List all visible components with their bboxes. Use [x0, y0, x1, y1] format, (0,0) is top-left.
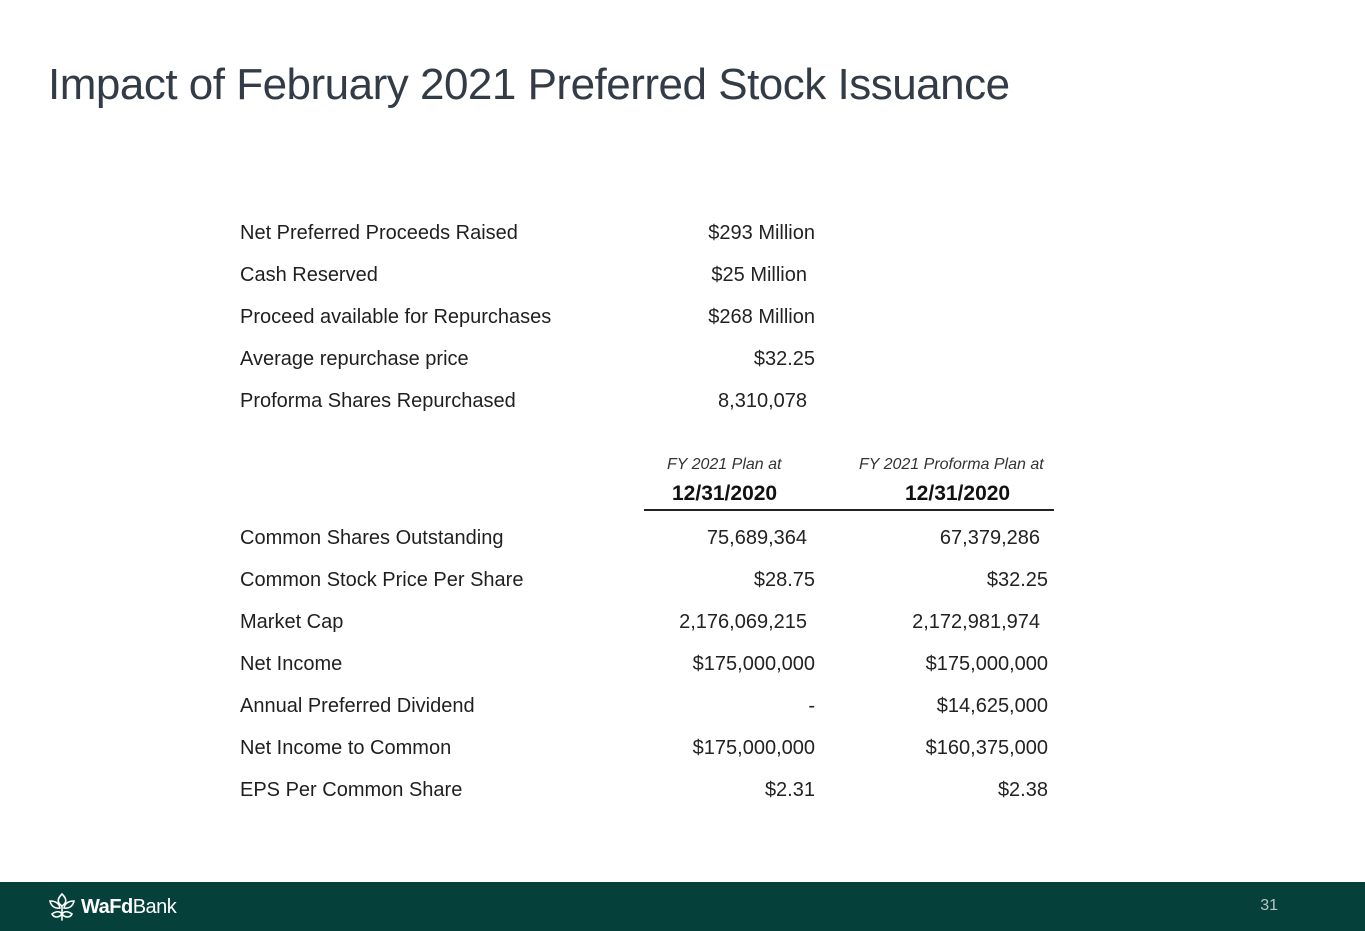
footer-bar	[0, 882, 1365, 931]
proforma-value: $160,375,000	[925, 737, 1048, 759]
table-row	[0, 775, 1365, 805]
column-heading-proforma: FY 2021 Proforma Plan at	[859, 456, 1044, 473]
proforma-value: $32.25	[986, 569, 1048, 591]
summary-row	[0, 218, 1365, 248]
summary-value: $293 Million	[708, 222, 815, 244]
page-title: Impact of February 2021 Preferred Stock Issuance	[48, 60, 1010, 109]
summary-label: Proceed available for Repurchases	[240, 306, 552, 328]
page-number: 31	[1260, 897, 1278, 914]
summary-row	[0, 386, 1365, 416]
row-label: Market Cap	[240, 611, 344, 633]
proforma-value: $175,000,000	[925, 653, 1048, 675]
summary-label: Average repurchase price	[240, 348, 469, 370]
row-label: Annual Preferred Dividend	[240, 695, 475, 717]
table-row	[0, 649, 1365, 679]
table-row	[0, 523, 1365, 553]
plan-value: $28.75	[753, 569, 815, 591]
summary-value: $32.25	[753, 348, 815, 370]
logo-wordmark	[81, 896, 176, 919]
wafd-leaf-icon	[46, 892, 78, 922]
plan-value: 75,689,364	[706, 527, 807, 549]
proforma-value: 2,172,981,974	[912, 611, 1040, 633]
row-label: Common Shares Outstanding	[240, 527, 504, 549]
header-underline	[644, 509, 1054, 511]
plan-value: $175,000,000	[692, 737, 815, 759]
summary-label: Proforma Shares Repurchased	[240, 390, 516, 412]
proforma-value: $2.38	[997, 779, 1048, 801]
table-row	[0, 691, 1365, 721]
summary-value: $25 Million	[711, 264, 807, 286]
plan-value: $2.31	[764, 779, 815, 801]
logo-wordmark-regular: Bank	[132, 895, 177, 918]
column-date-proforma: 12/31/2020	[905, 482, 1011, 505]
plan-value: -	[808, 695, 815, 717]
table-row	[0, 733, 1365, 763]
summary-row	[0, 302, 1365, 332]
wafd-logo	[46, 892, 176, 922]
table-row	[0, 607, 1365, 637]
row-label: EPS Per Common Share	[240, 779, 463, 801]
summary-label: Cash Reserved	[240, 264, 378, 286]
row-label: Net Income to Common	[240, 737, 452, 759]
proforma-value: 67,379,286	[939, 527, 1040, 549]
proforma-value: $14,625,000	[936, 695, 1048, 717]
summary-row	[0, 344, 1365, 374]
plan-value: $175,000,000	[692, 653, 815, 675]
summary-row	[0, 260, 1365, 290]
summary-value: $268 Million	[708, 306, 815, 328]
table-row	[0, 565, 1365, 595]
row-label: Common Stock Price Per Share	[240, 569, 524, 591]
column-date-plan: 12/31/2020	[672, 482, 778, 505]
plan-value: 2,176,069,215	[679, 611, 807, 633]
logo-wordmark-bold: WaFd	[81, 895, 133, 918]
row-label: Net Income	[240, 653, 343, 675]
column-heading-plan: FY 2021 Plan at	[667, 456, 782, 473]
summary-label: Net Preferred Proceeds Raised	[240, 222, 518, 244]
summary-value: 8,310,078	[718, 390, 807, 412]
